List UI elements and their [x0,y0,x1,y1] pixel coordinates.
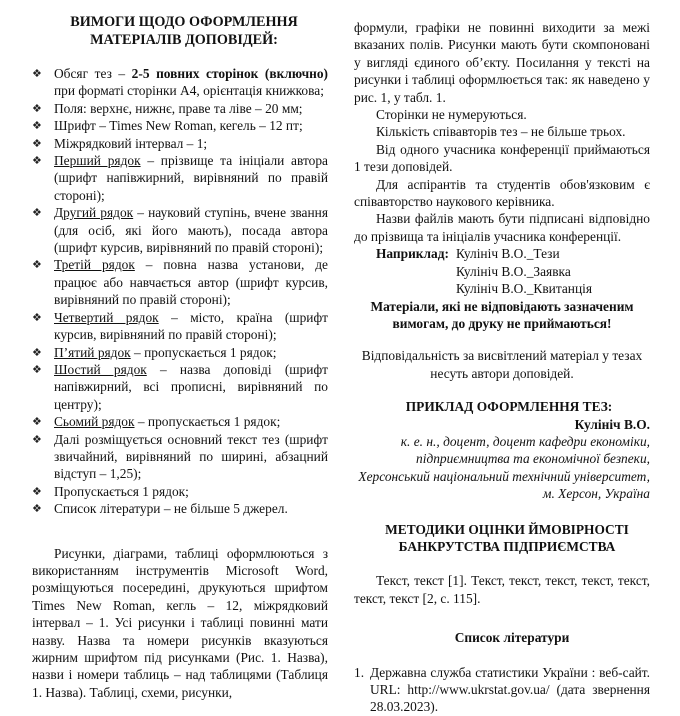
report-title-line1: МЕТОДИКИ ОЦІНКИ ЙМОВІРНОСТІ [385,521,629,537]
item-underlined-label: Третій рядок [54,257,135,273]
responsibility-notice [354,347,650,382]
one-participant-paragraph: Від одного учасника конференції приймаються 1 тези доповідей. [354,141,650,175]
list-item [32,413,328,430]
item-text: – повна назва установи, де працює або навчається автор (шрифт курсив, вирівняний по правій стороні); [54,257,328,308]
diamond-bullet-icon: ❖ [32,101,42,115]
responsibility-line2: несуть автори доповідей. [430,365,574,381]
reference-item [354,664,650,716]
item-text: Міжрядковий інтервал – 1; [54,135,208,151]
item-underlined-label: Перший рядок [54,153,141,169]
list-item [32,204,328,256]
diamond-bullet-icon: ❖ [32,484,42,498]
sample-position-line1: к. е. н., доцент, доцент кафедри економіки, [400,433,650,449]
spacer [32,518,328,545]
item-underlined-label: Другий рядок [54,205,134,221]
spacer [354,647,650,664]
example-file-list [456,245,650,297]
example-file-name: Кулініч В.О._Квитанція [456,281,592,297]
item-text: – науковий ступінь, вчене звання (для осіб, які його мають), посада автора (шрифт курсив, вирівняний по правій стороні); [54,205,328,256]
list-item [32,135,328,152]
diamond-bullet-icon: ❖ [32,154,42,168]
sample-position-line2: підприємництва та економічної безпеки, [416,451,650,467]
diamond-bullet-icon: ❖ [32,362,42,376]
left-column [32,0,328,701]
item-text: – прізвище та ініціали автора (шрифт напівжирний, вирівняний по правій стороні); [54,153,329,203]
diamond-bullet-icon: ❖ [32,119,42,133]
item-bold-text: 2-5 повних сторінок (включно) [131,66,328,81]
diamond-bullet-icon: ❖ [32,502,42,516]
warning-notice [354,298,650,333]
list-item [32,361,328,413]
requirements-title-line1: ВИМОГИ ЩОДО ОФОРМЛЕННЯ [70,14,298,30]
coauthors-paragraph: Кількість співавторів тез – не більше трьох. [376,124,626,140]
diamond-bullet-icon: ❖ [32,136,42,150]
report-title-line2: БАНКРУТСТВА ПІДПРИЄМСТВА [398,538,616,554]
diamond-bullet-icon: ❖ [32,432,42,446]
spacer [354,332,650,347]
spacer [354,607,650,629]
item-text: Шрифт – Times New Roman, кегель – 12 пт; [54,118,303,134]
sample-author: Кулініч В.О. [574,416,650,432]
item-text: Обсяг тез – [54,66,132,81]
item-text: – назва доповіді (шрифт напівжирний, всі прописні, вирівняний по центру); [54,361,328,412]
sample-report-title [354,521,650,556]
item-text: – місто, країна (шрифт курсив, вирівняний по правій стороні); [54,309,328,343]
item-underlined-label: Сьомий рядок [54,414,135,430]
figures-paragraph: Рисунки, діаграми, таблиці оформлюються з використанням інструментів Microsoft Word, розміщуються посередині, друкуються шрифтом Times New Roman, кегль – 12, міжрядковий інтервал – 1. Усі рисунки і таблиці повинні мати назву. Назва та номери рисунків вказуються жирним шрифтом під рисунками (Рис. 1. Назва), назви і номери таблиць – над таблицями (Таблиця 1. Назва). Таблиці, схеми, рисунки, [32,545,328,700]
requirements-list [32,65,328,518]
reference-number: 1. [354,664,365,680]
diamond-bullet-icon: ❖ [32,67,42,80]
file-names-paragraph: Назви файлів мають бути підписані відповідно до прізвища та ініціалів учасника конференції. [354,211,650,244]
diamond-bullet-icon: ❖ [32,206,42,220]
list-item [32,256,328,308]
diamond-bullet-icon: ❖ [32,415,42,429]
warning-line2: вимогам, до друку не приймаються! [392,315,612,331]
list-item [32,344,328,361]
spacer [354,555,650,572]
item-underlined-label: Шостий рядок [54,361,147,377]
right-column [354,0,650,716]
example-file-name: Кулініч В.О._Заявка [456,263,571,279]
item-text: Поля: верхнє, нижнє, праве та ліве – 20 мм; [54,100,303,116]
list-item [32,65,328,100]
item-text: Пропускається 1 рядок; [54,483,189,499]
sample-heading: ПРИКЛАД ОФОРМЛЕННЯ ТЕЗ: [405,399,613,415]
file-name-examples [354,245,650,297]
list-item [32,431,328,483]
continuation-paragraph: формули, графіки не повинні виходити за межі вказаних полів. Рисунки мають бути скомпоновані у вигляді єдиного об’єкту. Посилання у тексті на рисунки і таблиці оформлюється так: як наведено у рис. 1, у табл. 1. [354,20,650,105]
item-underlined-label: Четвертий рядок [54,309,159,325]
supervisor-paragraph: Для аспірантів та студентів обов'язковим є співавторство наукового керівника. [354,176,650,210]
reference-text: Державна служба статистики України : веб-сайт. URL: http://www.ukrstat.gov.ua/ (дата звернення 28.03.2023). [370,664,650,715]
responsibility-line1: Відповідальність за висвітлений матеріал у тезах [361,348,643,364]
requirements-title-line2: МАТЕРІАЛІВ ДОПОВІДЕЙ: [90,31,278,48]
item-text: при форматі сторінки А4, орієнтація книжкова; [54,83,324,99]
list-item [32,309,328,344]
spacer [354,382,650,398]
sample-body-text: Текст, текст [1]. Текст, текст, текст, текст, текст, текст, текст [2, с. 115]. [354,573,650,606]
no-numbering-paragraph: Сторінки не нумеруються. [376,107,527,123]
item-text: – пропускається 1 рядок; [134,414,281,430]
spacer [354,503,650,521]
warning-line1: Матеріали, які не відповідають зазначеним [370,298,634,314]
example-file-name: Кулініч В.О._Тези [456,246,560,262]
sample-institution: Херсонський національний технічний університет, [358,468,650,484]
diamond-bullet-icon: ❖ [32,258,42,272]
sample-city: м. Херсон, Україна [542,486,650,502]
diamond-bullet-icon: ❖ [32,310,42,324]
list-item [32,500,328,517]
list-item [32,483,328,500]
item-text: – пропускається 1 рядок; [130,344,277,360]
list-item [32,117,328,134]
item-text: Список літератури – не більше 5 джерел. [54,501,288,517]
example-label: Наприклад: [376,246,449,262]
diamond-bullet-icon: ❖ [32,345,42,359]
item-text: Далі розміщується основний текст тез (шрифт звичайний, вирівняний по ширині, абзацний відступ – 1,25); [54,431,328,482]
references-heading: Список літератури [454,630,570,646]
requirements-title [32,14,328,49]
list-item [32,100,328,117]
item-underlined-label: П’ятий рядок [54,344,131,360]
list-item [32,152,328,204]
